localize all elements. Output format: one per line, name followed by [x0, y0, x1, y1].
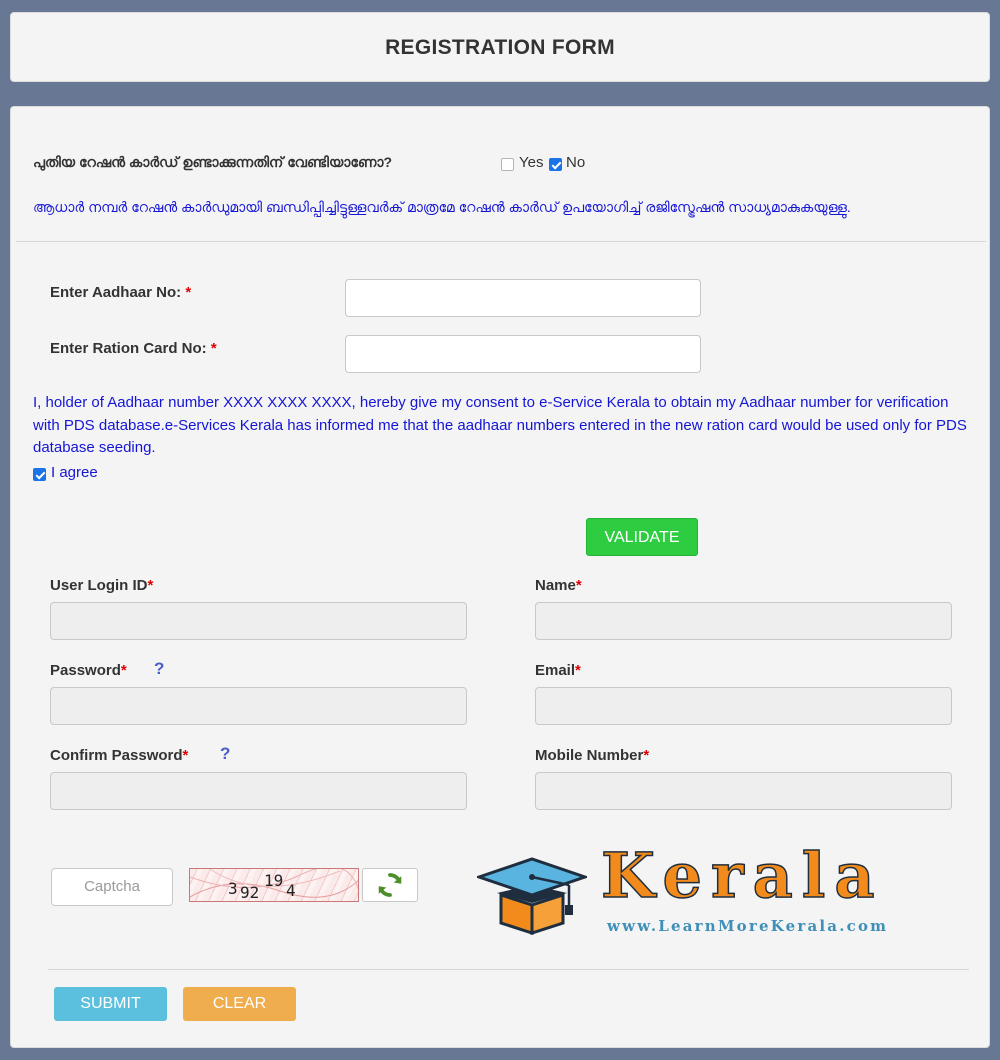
- captcha-char-4: 4: [286, 881, 296, 900]
- title-panel: [10, 12, 990, 82]
- aadhaar-label-text: Enter Aadhaar No:: [50, 284, 182, 301]
- validate-button[interactable]: VALIDATE: [586, 518, 698, 556]
- captcha-image: [189, 868, 359, 902]
- required-mark: *: [147, 577, 154, 594]
- aadhaar-label: [50, 284, 191, 301]
- clear-button[interactable]: CLEAR: [183, 987, 296, 1021]
- confirm-password-input[interactable]: [50, 772, 467, 810]
- captcha-char-2: 92: [240, 883, 260, 902]
- email-label-text: Email: [535, 662, 576, 679]
- no-checkbox[interactable]: [549, 158, 562, 171]
- yes-checkbox[interactable]: [501, 158, 514, 171]
- captcha-refresh-button[interactable]: [362, 868, 418, 902]
- registration-form: [10, 106, 990, 1048]
- yes-label: Yes: [519, 154, 544, 171]
- agree-checkbox[interactable]: [33, 468, 46, 481]
- user-login-id-label-text: User Login ID: [50, 577, 148, 594]
- ration-card-input[interactable]: [345, 335, 701, 373]
- submit-button[interactable]: SUBMIT: [54, 987, 167, 1021]
- captcha-input[interactable]: Captcha: [51, 868, 173, 906]
- password-label-text: Password: [50, 662, 121, 679]
- mobile-label: [535, 747, 649, 764]
- required-mark: *: [210, 340, 217, 357]
- user-login-id-input[interactable]: [50, 602, 467, 640]
- captcha-char-1: 3: [228, 879, 238, 898]
- required-mark: *: [575, 662, 581, 679]
- logo-url: www.LearnMoreKerala.com: [607, 917, 889, 935]
- graduation-cap-box-icon: [477, 855, 587, 935]
- logo-word: Kerala: [601, 839, 884, 912]
- consent-text: I, holder of Aadhaar number XXXX XXXX XXXX, hereby give my consent to e-Service Kerala to obtain my Aadhaar number for verification with PDS database.e-Services Kerala has informed me that the aadhaar numbers entered in the new ration card would be used only for PDS database seeding.: [33, 394, 967, 456]
- confirm-password-label: [50, 747, 188, 764]
- ration-card-label-text: Enter Ration Card No:: [50, 340, 207, 357]
- password-label: [50, 662, 127, 679]
- no-label: No: [566, 154, 586, 171]
- user-login-id-label: [50, 577, 153, 594]
- refresh-icon: [375, 870, 405, 900]
- email-input[interactable]: [535, 687, 952, 725]
- required-mark: *: [575, 577, 582, 594]
- required-mark: *: [185, 284, 192, 301]
- divider: [16, 241, 986, 242]
- name-input[interactable]: [535, 602, 952, 640]
- confirm-password-help-icon[interactable]: ?: [220, 744, 231, 763]
- name-label-text: Name: [535, 577, 576, 594]
- mobile-input[interactable]: [535, 772, 952, 810]
- password-help-icon[interactable]: ?: [154, 659, 165, 678]
- email-label: [535, 662, 581, 679]
- mobile-label-text: Mobile Number: [535, 747, 644, 764]
- agree-label: I agree: [51, 464, 98, 481]
- page-title: REGISTRATION FORM: [385, 36, 615, 59]
- captcha-char-3: 19: [264, 871, 284, 890]
- new-card-question-label: പുതിയ റേഷൻ കാർഡ് ഉണ്ടാക്കുന്നതിന് വേണ്ടിയാണോ?: [33, 154, 393, 170]
- password-input[interactable]: [50, 687, 467, 725]
- required-mark: *: [120, 662, 127, 679]
- name-label: [535, 577, 582, 594]
- confirm-password-label-text: Confirm Password: [50, 747, 183, 764]
- aadhaar-notice: ആധാർ നമ്പർ റേഷൻ കാർഡുമായി ബന്ധിപ്പിച്ചിട്ടുള്ളവർക് മാത്രമേ റേഷൻ കാർഡ് ഉപയോഗിച്ച് രജിസ്ട്രേഷൻ സാധ്യമാകുകയുള്ളു.: [33, 199, 851, 215]
- aadhaar-input[interactable]: [345, 279, 701, 317]
- required-mark: *: [643, 747, 650, 764]
- bottom-divider: [48, 969, 969, 970]
- ration-card-label: [50, 340, 217, 357]
- required-mark: *: [182, 747, 189, 764]
